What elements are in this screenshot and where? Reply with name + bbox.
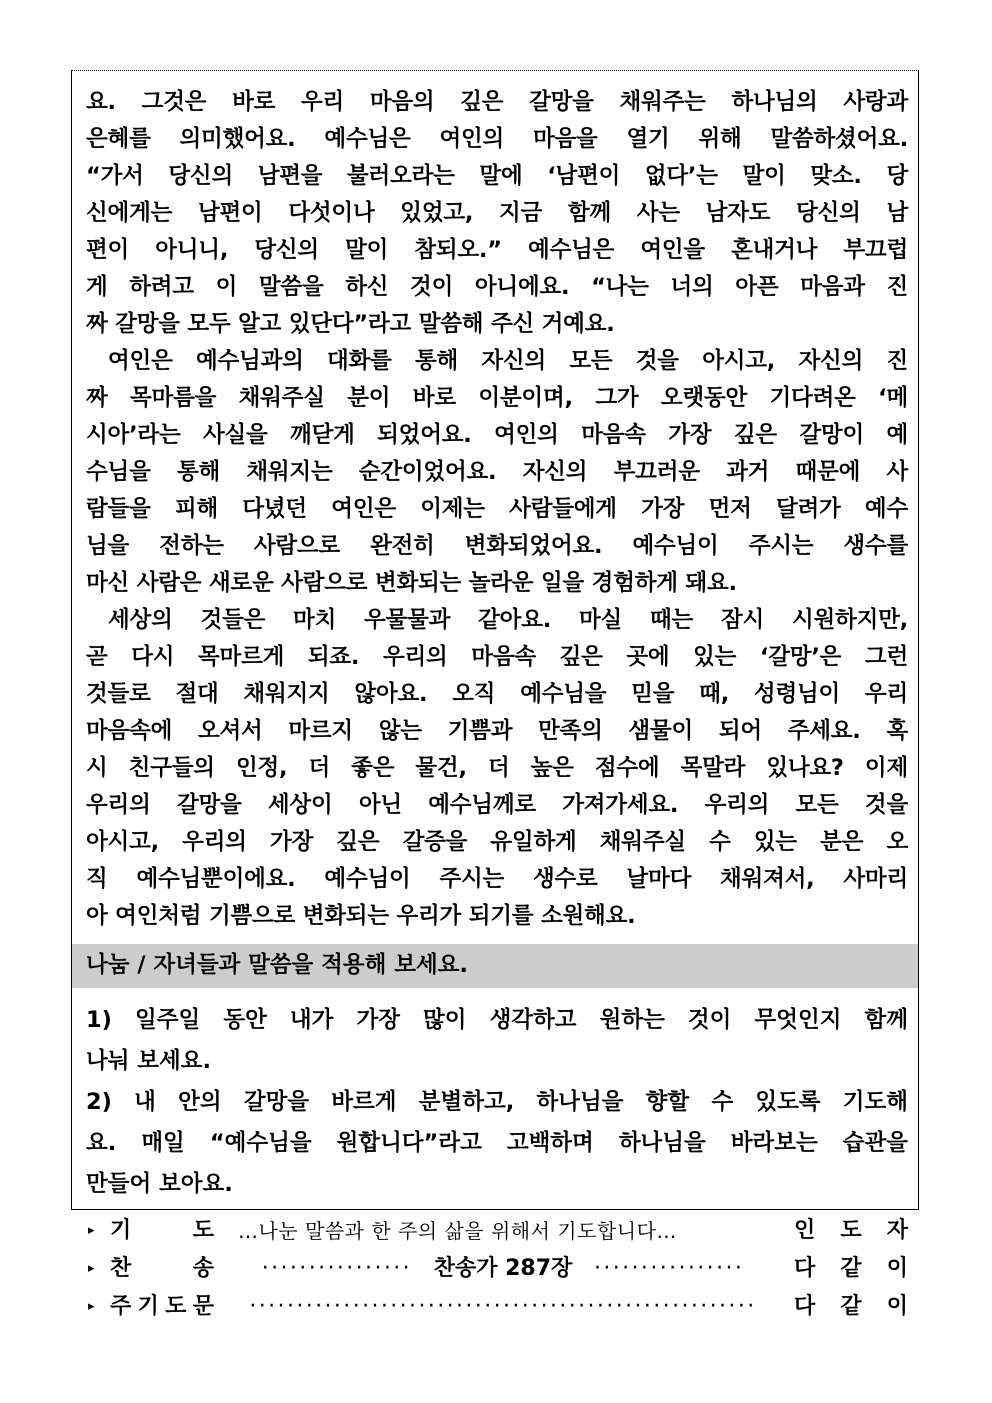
order-label bbox=[110, 1250, 214, 1288]
body-line: 님을 전하는 사람으로 완전히 변화되었어요. 예수님이 주시는 생수를 bbox=[86, 533, 908, 559]
body-line: 마음속에 오셔서 마르지 않는 기쁨과 만족의 샘물이 되어 주세요. 혹 bbox=[86, 718, 908, 744]
sharing-header-bar bbox=[72, 944, 918, 988]
body-line: 직 예수님뿐이에요. 예수님이 주시는 생수로 날마다 채워져서, 사마리 bbox=[86, 866, 908, 892]
body-line: 세상의 것들은 마치 우물물과 같아요. 마실 때는 잠시 시원하지만, bbox=[108, 607, 908, 633]
order-leader bbox=[794, 1288, 908, 1326]
leader-char: 다 bbox=[794, 1256, 816, 1281]
order-label bbox=[110, 1288, 214, 1326]
triangle-bullet-icon: ▸ bbox=[88, 1223, 95, 1238]
leader-char: 인 bbox=[794, 1218, 816, 1243]
order-description: …나눈 말씀과 한 주의 삶을 위해서 기도합니다… bbox=[238, 1219, 677, 1243]
label-char: 도 bbox=[192, 1218, 214, 1243]
question-line: 1) 일주일 동안 내가 가장 많이 생각하고 원하는 것이 무엇인지 함께 bbox=[86, 1007, 908, 1033]
leader-dots: ················ bbox=[261, 1256, 413, 1281]
content-box bbox=[71, 70, 919, 1210]
body-line: 게 하려고 이 말씀을 하신 것이 아니에요. “나는 너의 아픈 마음과 진 bbox=[86, 274, 908, 300]
body-line: 편이 아니니, 당신의 말이 참되오.” 예수님은 여인을 혼내거나 부끄럽 bbox=[86, 237, 908, 263]
leader-char: 같 bbox=[840, 1294, 862, 1319]
order-description bbox=[238, 1288, 768, 1326]
order-row-lords-prayer bbox=[88, 1288, 910, 1326]
leader-dots: ······················································ bbox=[249, 1294, 757, 1319]
body-line: 신에게는 남편이 다섯이나 있었고, 지금 함께 사는 남자도 당신의 남 bbox=[86, 200, 908, 226]
body-line: 은혜를 의미했어요. 예수님은 여인의 마음을 열기 위해 말씀하셨어요. bbox=[86, 126, 908, 152]
body-line: 수님을 통해 채워지는 순간이었어요. 자신의 부끄러운 과거 때문에 사 bbox=[86, 459, 908, 485]
question-line: 2) 내 안의 갈망을 바르게 분별하고, 하나님을 향할 수 있도록 기도해 bbox=[86, 1089, 908, 1115]
body-line: 람들을 피해 다녔던 여인은 이제는 사람들에게 가장 먼저 달려가 예수 bbox=[86, 496, 908, 522]
label-char: 기 bbox=[137, 1294, 159, 1319]
sharing-title: 나눔 / 자녀들과 말씀을 적용해 보세요. bbox=[86, 952, 468, 978]
label-char: 주 bbox=[110, 1294, 132, 1319]
body-line: 곧 다시 목마르게 되죠. 우리의 마음속 깊은 곳에 있는 ‘갈망’은 그런 bbox=[86, 644, 908, 670]
body-line: 짜 갈망을 모두 알고 있단다”라고 말씀해 주신 거예요. bbox=[86, 311, 615, 337]
body-line: 짜 목마름을 채워주실 분이 바로 이분이며, 그가 오랫동안 기다려온 ‘메 bbox=[86, 385, 908, 411]
label-char: 송 bbox=[192, 1256, 214, 1281]
label-char: 기 bbox=[110, 1218, 132, 1243]
leader-char: 이 bbox=[886, 1256, 908, 1281]
body-line: 요. 그것은 바로 우리 마음의 깊은 갈망을 채워주는 하나님의 사랑과 bbox=[86, 89, 908, 115]
body-line: 시 친구들의 인정, 더 좋은 물건, 더 높은 점수에 목말라 있나요? 이제 bbox=[86, 755, 908, 781]
order-row-prayer bbox=[88, 1212, 910, 1250]
worship-order bbox=[88, 1212, 910, 1326]
order-leader bbox=[794, 1250, 908, 1288]
order-description bbox=[238, 1250, 768, 1288]
question-line: 만들어 보아요. bbox=[86, 1171, 233, 1197]
leader-dots: ················ bbox=[593, 1256, 745, 1281]
body-line: 여인은 예수님과의 대화를 통해 자신의 모든 것을 아시고, 자신의 진 bbox=[108, 348, 908, 374]
body-line: 것들로 절대 채워지지 않아요. 오직 예수님을 믿을 때, 성령님이 우리 bbox=[86, 681, 908, 707]
label-char: 찬 bbox=[110, 1256, 132, 1281]
leader-char: 같 bbox=[840, 1256, 862, 1281]
hymn-number: 찬송가 287장 bbox=[433, 1256, 573, 1281]
order-row-hymn bbox=[88, 1250, 910, 1288]
question-line: 요. 매일 “예수님을 원합니다”라고 고백하며 하나님을 바라보는 습관을 bbox=[86, 1130, 908, 1156]
leader-char: 자 bbox=[886, 1218, 908, 1243]
leader-char: 도 bbox=[840, 1218, 862, 1243]
sermon-body bbox=[86, 84, 908, 935]
label-char: 문 bbox=[192, 1294, 214, 1319]
leader-char: 이 bbox=[886, 1294, 908, 1319]
body-line: 아시고, 우리의 가장 깊은 갈증을 유일하게 채워주실 수 있는 분은 오 bbox=[86, 829, 908, 855]
triangle-bullet-icon: ▸ bbox=[88, 1261, 95, 1276]
triangle-bullet-icon: ▸ bbox=[88, 1299, 95, 1314]
question-line: 나눠 보세요. bbox=[86, 1048, 212, 1074]
label-char: 도 bbox=[165, 1294, 187, 1319]
leader-char: 다 bbox=[794, 1294, 816, 1319]
body-line: 시아’라는 사실을 깨닫게 되었어요. 여인의 마음속 가장 깊은 갈망이 예 bbox=[86, 422, 908, 448]
body-line: 우리의 갈망을 세상이 아닌 예수님께로 가져가세요. 우리의 모든 것을 bbox=[86, 792, 908, 818]
body-line: 마신 사람은 새로운 사람으로 변화되는 놀라운 일을 경험하게 돼요. bbox=[86, 570, 737, 596]
body-line: “가서 당신의 남편을 불러오라는 말에 ‘남편이 없다’는 말이 맞소. 당 bbox=[86, 163, 908, 189]
body-line: 아 여인처럼 기쁨으로 변화되는 우리가 되기를 소원해요. bbox=[86, 903, 636, 929]
order-label bbox=[110, 1212, 214, 1250]
sharing-questions bbox=[86, 1000, 908, 1205]
order-leader bbox=[794, 1212, 908, 1250]
